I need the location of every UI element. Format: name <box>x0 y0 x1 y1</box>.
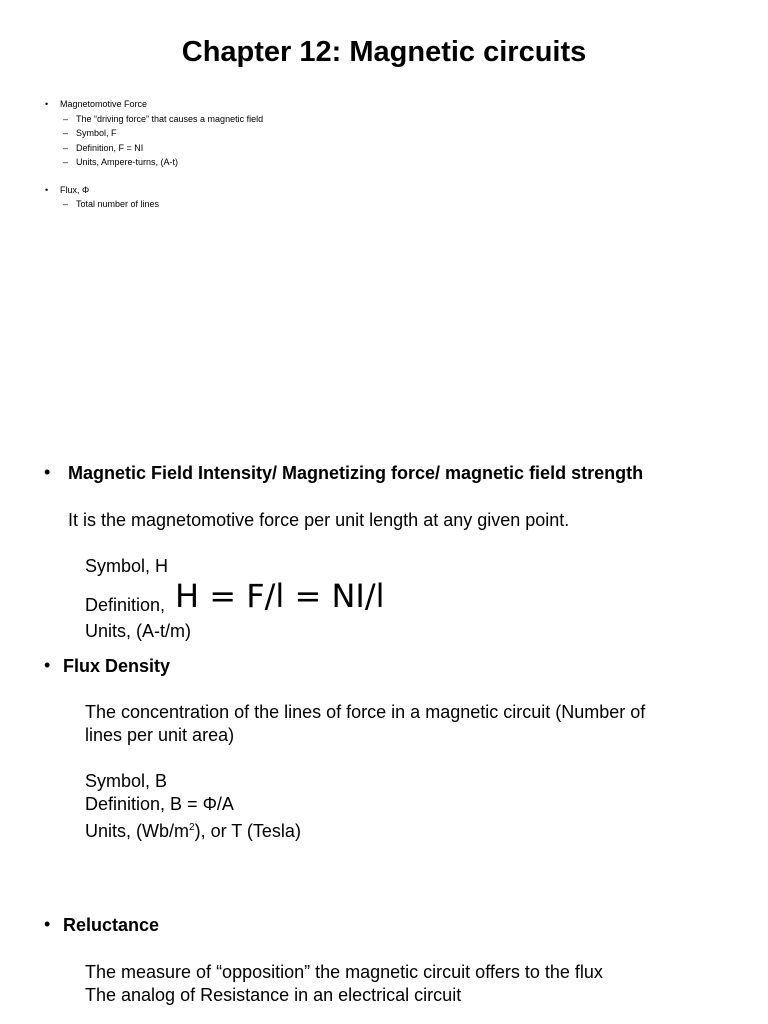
mmf-dash-3: – <box>63 143 69 153</box>
mmf-item-driving-force: The “driving force” that causes a magnetic field <box>76 114 264 124</box>
field-intensity-formula: H = F/l = NI/l <box>175 577 385 615</box>
reluctance-line1: The measure of “opposition” the magnetic circuit offers to the flux <box>85 962 603 982</box>
flux-dash-1: – <box>63 199 69 209</box>
flux-density-units-prefix: Units, (Wb/m <box>85 821 190 841</box>
field-intensity-heading: Magnetic Field Intensity/ Magnetizing force/ magnetic field strength <box>68 463 644 483</box>
bullet-flux-density: • <box>44 655 51 675</box>
flux-item-lines: Total number of lines <box>76 199 160 209</box>
field-intensity-definition-label: Definition, <box>85 595 166 615</box>
mmf-dash-2: – <box>63 128 69 138</box>
mmf-item-units: Units, Ampere-turns, (A-t) <box>76 157 179 167</box>
bullet-flux: • <box>45 185 49 195</box>
mmf-item-symbol: Symbol, F <box>76 128 117 138</box>
reluctance-line2: The analog of Resistance in an electrical circuit <box>85 985 462 1005</box>
flux-density-units-superscript: 2 <box>189 822 195 833</box>
mmf-dash-1: – <box>63 114 69 124</box>
field-intensity-units: Units, (A-t/m) <box>85 621 191 641</box>
field-intensity-description: It is the magnetomotive force per unit length at any given point. <box>68 510 570 530</box>
bullet-field-intensity: • <box>44 462 51 482</box>
bullet-mmf: • <box>45 99 49 109</box>
flux-density-definition: Definition, B = Φ/A <box>85 794 234 814</box>
flux-heading: Flux, Φ <box>60 185 90 195</box>
mmf-dash-4: – <box>63 157 69 167</box>
bullet-reluctance: • <box>44 914 51 934</box>
flux-density-symbol: Symbol, B <box>85 771 168 791</box>
flux-density-description-line2: lines per unit area) <box>85 725 235 745</box>
field-intensity-symbol: Symbol, H <box>85 556 169 576</box>
flux-density-units <box>85 816 301 843</box>
reluctance-heading: Reluctance <box>63 915 160 935</box>
page-title: Chapter 12: Magnetic circuits <box>181 36 587 68</box>
flux-density-units-suffix: ), or T (Tesla) <box>194 821 301 841</box>
mmf-item-definition: Definition, F = NI <box>76 143 144 153</box>
flux-density-description-line1: The concentration of the lines of force in a magnetic circuit (Number of <box>85 702 646 722</box>
mmf-heading: Magnetomotive Force <box>60 99 148 109</box>
flux-density-heading: Flux Density <box>63 656 171 676</box>
